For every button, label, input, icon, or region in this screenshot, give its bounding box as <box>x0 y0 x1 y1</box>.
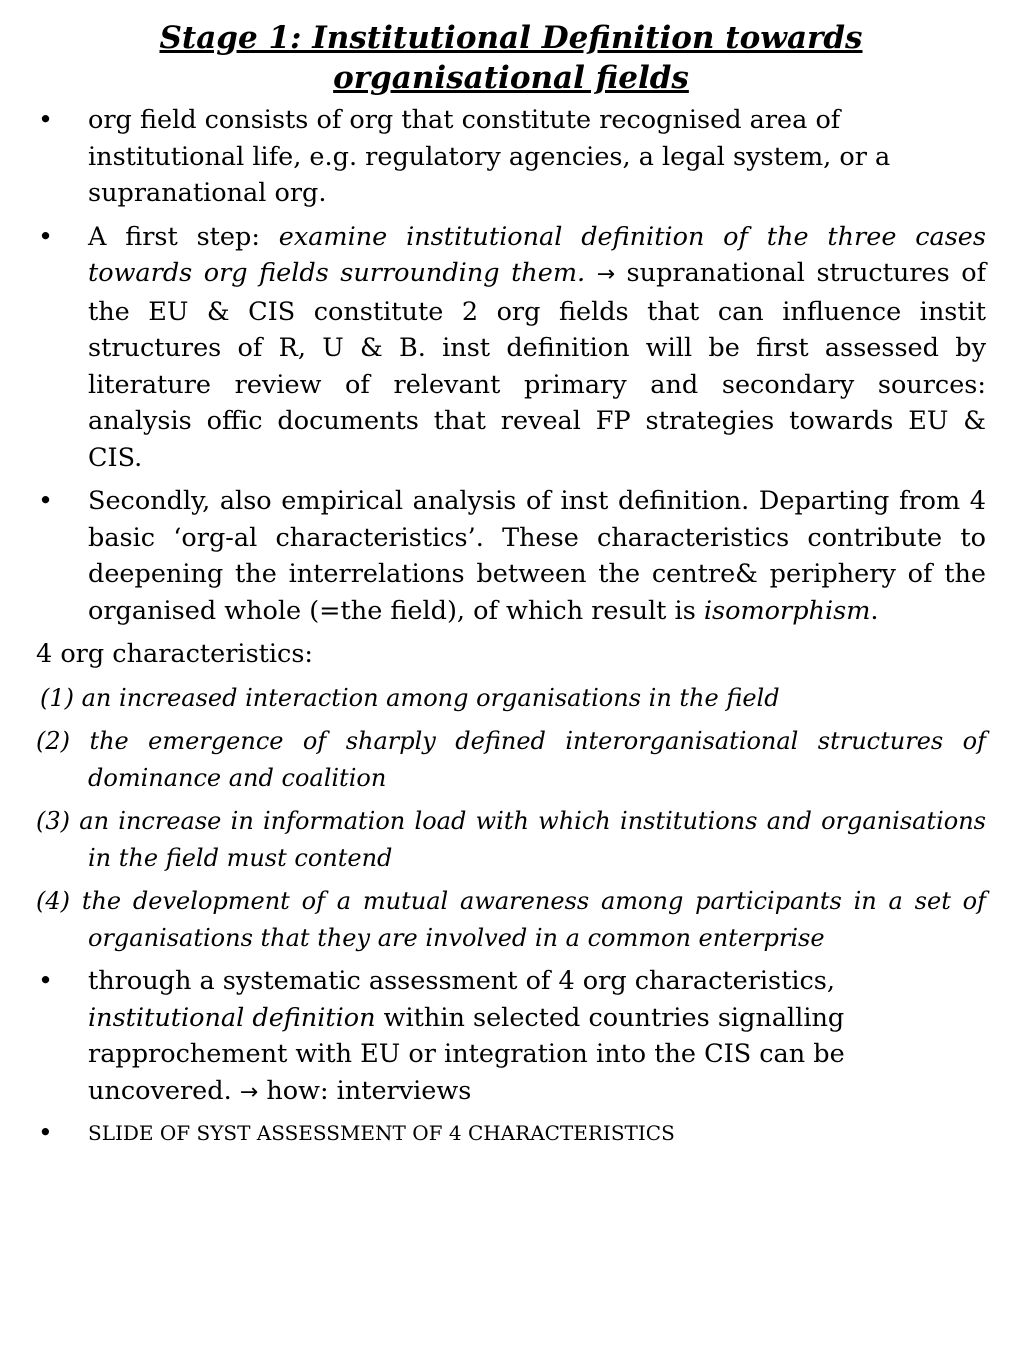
bullet-italic: examine institutional definition of the three cases towards org fields surrounding them. <box>88 221 986 288</box>
bullet-org-field <box>36 102 986 212</box>
bullet-rest: within selected countries signalling rapprochement with EU or integration into the CIS can be uncovered. <box>88 1002 845 1106</box>
bullet-lead: A first step: <box>88 221 279 252</box>
bullet-lead: through a systematic assessment of 4 org characteristics, <box>88 966 835 996</box>
bullet-rest: supranational structures of the EU & CIS constitute 2 org fields that can influence instit structures of R, U & B. inst definition will be first assessed by literature review of relevant primary and secondary sources: analysis offic documents that reveal FP strategies towards EU & CIS. <box>88 258 987 473</box>
slide-content <box>36 18 986 1148</box>
bullet-first-step <box>36 219 986 477</box>
bullet-end: how: interviews <box>258 1075 472 1106</box>
bullet-text: SLIDE OF SYST ASSESSMENT OF 4 CHARACTERISTICS <box>88 1121 675 1145</box>
bullet-icon: • <box>38 486 54 516</box>
bullet-icon: • <box>38 966 54 996</box>
bullet-text: Secondly, also empirical analysis of inst definition. Departing from 4 basic ‘org-al characteristics’. These characteristics contribute to deepening the interrelations between the centre& periphery of the organised whole (=the field), of which result is <box>88 486 986 626</box>
characteristic-item: (4) the development of a mutual awareness among participants in a set of organisations that they are involved in a common enterprise <box>36 887 986 952</box>
arrow-right-icon: → <box>239 1079 259 1105</box>
bullet-icon: • <box>38 105 54 135</box>
bullet-slide-reference <box>36 1118 986 1148</box>
bullet-italic: isomorphism <box>703 595 871 626</box>
bullet-icon: • <box>38 1118 53 1147</box>
characteristic-item: (3) an increase in information load with which institutions and organisations in the field must contend <box>36 807 986 872</box>
bullet-secondly <box>36 483 986 629</box>
bullet-icon: • <box>38 221 54 252</box>
characteristic-item: (2) the emergence of sharply defined interorganisational structures of dominance and coalition <box>36 727 986 792</box>
arrow-right-icon: → <box>596 262 616 287</box>
characteristic-item: (1) an increased interaction among organisations in the field <box>40 683 780 712</box>
bullet-text: org field consists of org that constitute recognised area of institutional life, e.g. regulatory agencies, a legal system, or a supranational org. <box>88 105 891 208</box>
bullet-systematic-assessment <box>36 963 986 1111</box>
bullet-end: . <box>870 595 879 626</box>
characteristics-heading: 4 org characteristics: <box>36 639 314 669</box>
bullet-italic: institutional definition <box>88 1002 376 1033</box>
slide-title: Stage 1: Institutional Definition towards organisational fields <box>159 20 863 96</box>
